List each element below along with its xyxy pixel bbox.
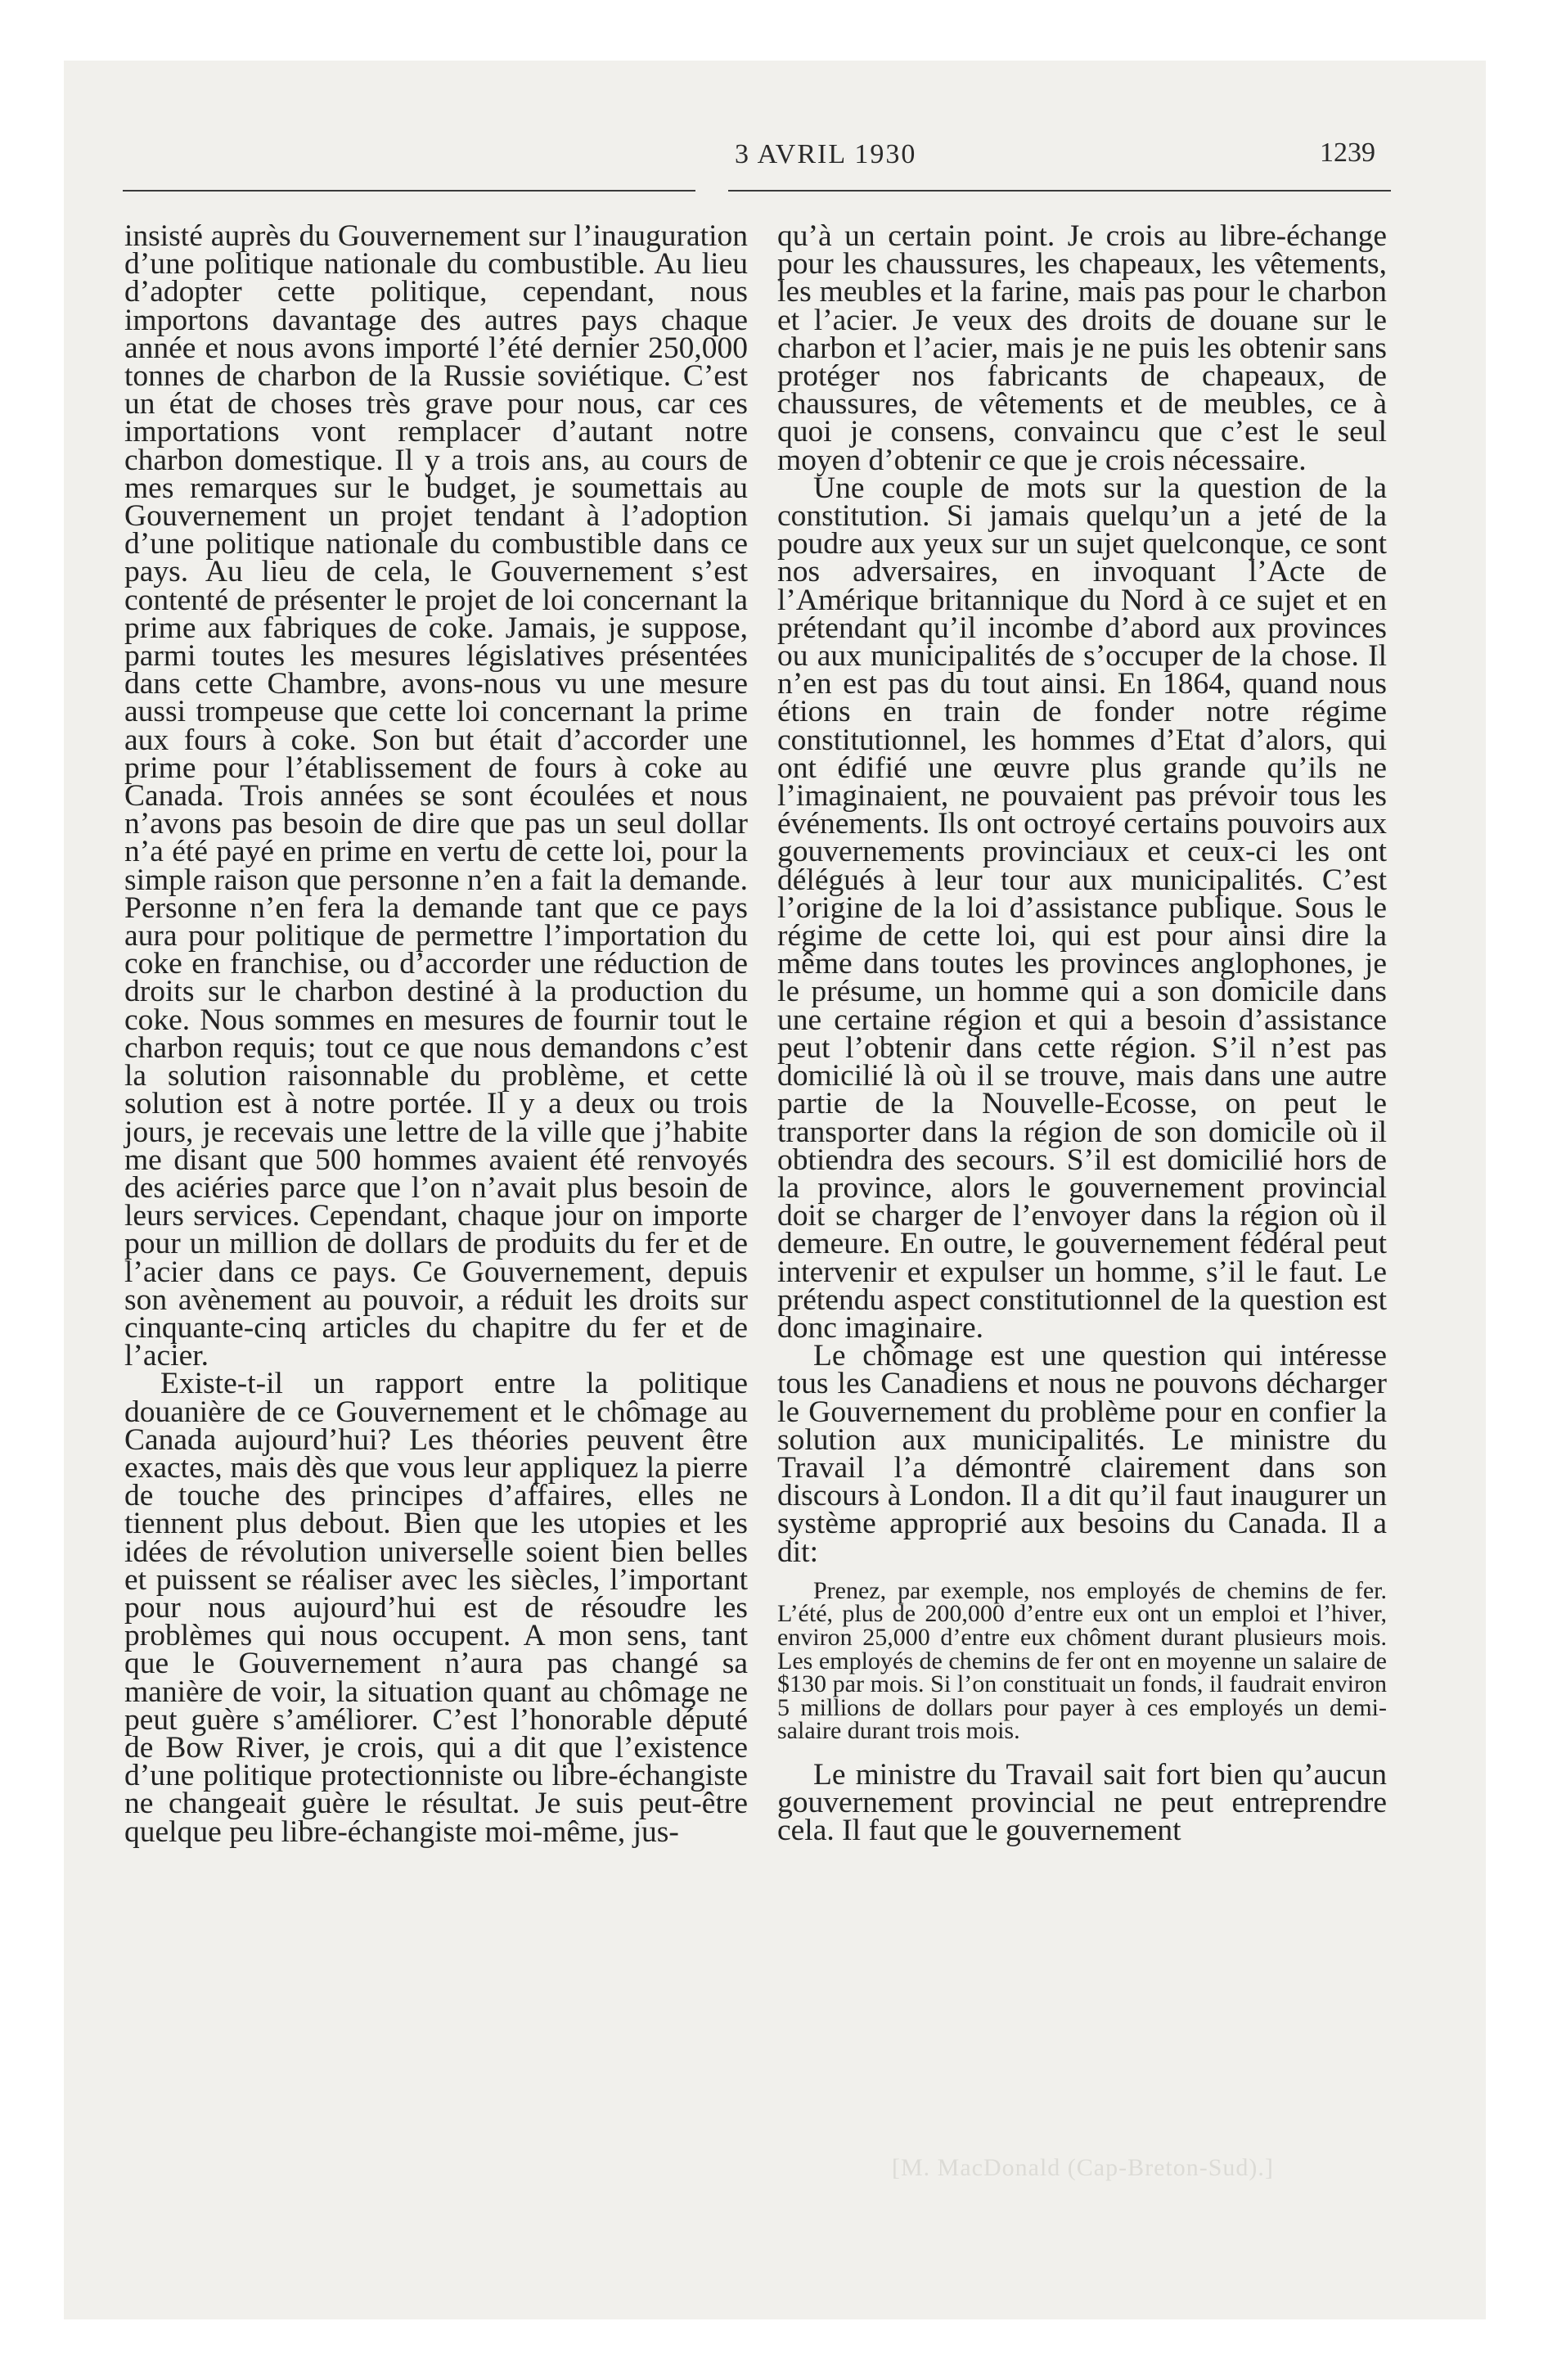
header-rule-right [728,190,1391,192]
paragraph: qu’à un certain point. Je crois au libre-échange pour les chaussures, les chapeaux, les vêtements, les meubles et la farine, mais pas pour le charbon et l’acier. Je veux des droits de douane sur le charbon et l’acier, mais je ne puis les obtenir sans protéger nos fabricants de chapeaux, de chaussures, de vêtements et de meubles, ce à quoi je consens, convaincu que c’est le seul moyen d’obtenir ce que je crois nécessaire. [777,219,1387,477]
page-number: 1239 [1320,137,1375,168]
paragraph: Une couple de mots sur la question de la constitution. Si jamais quelqu’un a jeté de la poudre aux yeux sur un sujet quelconque, ce sont nos adversaires, en invoquant l’Acte de l’Amérique britannique du Nord à ce sujet et en prétendant qu’il incombe d’abord aux provinces ou aux municipalités de s’occuper de la chose. Il n’en est pas du tout ainsi. En 1864, quand nous étions en train de fonder notre régime constitutionnel, les hommes d’Etat d’alors, qui ont édifié une œuvre plus grande qu’ils ne l’imaginaient, ne pouvaient pas prévoir tous les événements. Ils ont octroyé certains pouvoirs aux gouvernements provinciaux et ceux-ci les ont délégués à leur tour aux municipalités. C’est l’origine de la loi d’assistance publique. Sous le régime de cette loi, qui est pour ainsi dire la même dans toutes les provinces anglophones, je le présume, un homme qui a son domicile dans une certaine région et qui a besoin d’assistance peut l’obtenir dans cette région. S’il n’est pas domicilié là où il se trouve, mais dans une autre partie de la Nouvelle-Ecosse, on peut le transporter dans la région de son domicile où il obtiendra des secours. S’il est domicilié hors de la province, alors le gouvernement provincial doit se charger de l’envoyer dans la région où il demeure. En outre, le gouvernement fédéral peut intervenir et expulser un homme, s’il le faut. Le prétendu aspect constitutionnel de la question est donc imaginaire. [777,471,1387,1345]
right-column [777,219,1387,1848]
paragraph: Existe-t-il un rapport entre la politique douanière de ce Gouvernement et le chômage au Canada aujourd’hui? Les théories peuvent être exactes, mais dès que vous leur appliquez la pierre de touche des principes d’affaires, elles ne tiennent plus debout. Bien que les utopies et les idées de révolution universelle soient bien belles et puissent se réaliser avec les siècles, l’important pour nous aujourd’hui est de résoudre les problèmes qui nous occupent. A mon sens, tant que le Gouvernement n’aura pas changé sa manière de voir, la situation quant au chômage ne peut guère s’améliorer. C’est l’honorable député de Bow River, je crois, qui a dit que l’existence d’une politique protectionniste ou libre-échangiste ne changeait guère le résultat. Je suis peut-être quelque peu libre-échangiste moi-même, jus- [124,1367,748,1849]
paragraph: Le chômage est une question qui intéresse tous les Canadiens et nous ne pouvons décharger le Gouvernement du problème pour en confier la solution aux municipalités. Le ministre du Travail l’a démontré clairement dans son discours à London. Il a dit qu’il faut inaugurer un système approprié aux besoins du Canada. Il a dit: [777,1339,1387,1569]
header-rule-left [123,190,695,192]
paragraph: insisté auprès du Gouvernement sur l’inauguration d’une politique nationale du combustible. Au lieu d’adopter cette politique, cependant, nous importons davantage des autres pays chaque année et nous avons importé l’été dernier 250,000 tonnes de charbon de la Russie soviétique. C’est un état de choses très grave pour nous, car ces importations vont remplacer d’autant notre charbon domestique. Il y a trois ans, au cours de mes remarques sur le budget, je soumettais au Gouvernement un projet tendant à l’adoption d’une politique nationale du combustible dans ce pays. Au lieu de cela, le Gouvernement s’est contenté de présenter le projet de loi concernant la prime aux fabriques de coke. Jamais, je suppose, parmi toutes les mesures législatives présentées dans cette Chambre, avons-nous vu une mesure aussi trompeuse que cette loi concernant la prime aux fours à coke. Son but était d’accorder une prime pour l’établissement de fours à coke au Canada. Trois années se sont écoulées et nous n’avons pas besoin de dire que pas un seul dollar n’a été payé en prime en vertu de cette loi, pour la simple raison que personne n’en a fait la demande. Personne n’en fera la demande tant que ce pays aura pour politique de permettre l’importation du coke en franchise, ou d’accorder une réduction de droits sur le charbon destiné à la production du coke. Nous sommes en mesures de fournir tout le charbon requis; tout ce que nous demandons c’est la solution raisonnable du problème, et cette solution est à notre portée. Il y a deux ou trois jours, je recevais une lettre de la ville que j’habite me disant que 500 hommes avaient été renvoyés des aciéries parce que l’on n’avait plus besoin de leurs services. Cependant, chaque jour on importe pour un million de dollars de produits du fer et de l’acier dans ce pays. Ce Gouvernement, depuis son avènement au pouvoir, a réduit les droits sur cinquante-cinq articles du chapitre du fer et de l’acier. [124,219,748,1373]
header-date: 3 AVRIL 1930 [735,139,917,169]
paragraph: Le ministre du Travail sait fort bien qu’aucun gouvernement provincial ne peut entreprendre cela. Il faut que le gouvernement [777,1757,1387,1848]
block-quote: Prenez, par exemple, nos employés de chemins de fer. L’été, plus de 200,000 d’entre eux ont un emploi et l’hiver, environ 25,000 d’entre eux chôment durant plusieurs mois. Les employés de chemins de fer ont en moyenne un salaire de $130 par mois. Si l’on constituait un fonds, il faudrait environ 5 millions de dollars pour payer à ces employés un demi-salaire durant trois mois. [777,1576,1387,1745]
page-header [64,74,1486,169]
left-column [124,219,748,1849]
bleed-through-text: [M. MacDonald (Cap-Breton-Sud).] [892,2154,1274,2181]
